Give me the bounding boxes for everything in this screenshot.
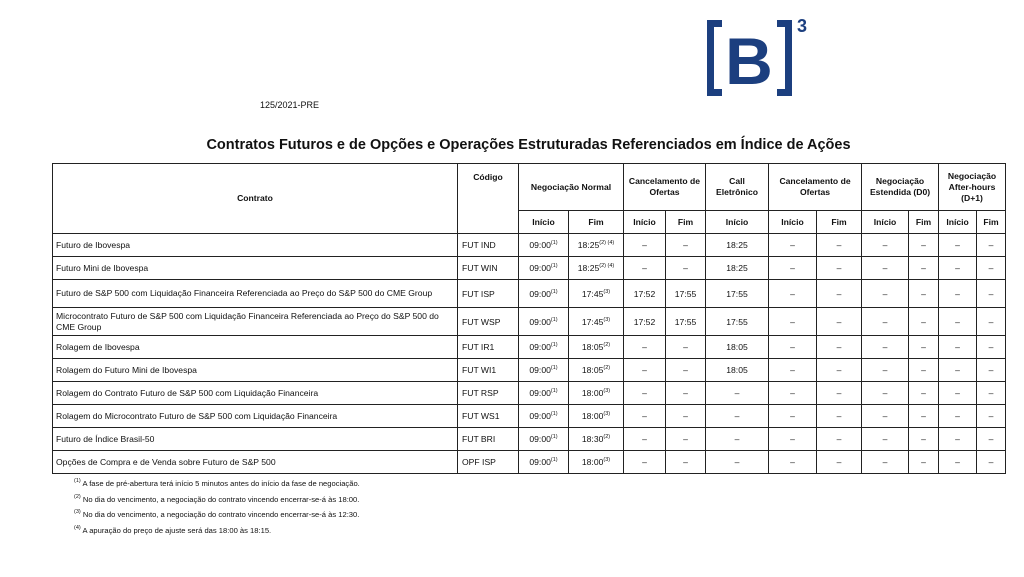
footnote-ref: (1) [550,240,558,246]
cell-canc-fim: – [666,257,706,280]
cell-est-inicio: – [862,451,909,474]
header-cancelamento-ofertas: Cancelamento de Ofertas [624,164,706,211]
table-row [53,308,1006,336]
footnote-ref: (3) [603,316,611,323]
footnote-ref: (2) [603,342,611,348]
subheader-fim: Fim [569,211,624,234]
cell-est-inicio: – [862,257,909,280]
cell-est-inicio: – [862,405,909,428]
logo-right-bracket [777,20,792,96]
cell-ah-fim: – [977,257,1006,280]
subheader-inicio: Início [862,211,909,234]
footnote-ref: (3) [603,288,611,295]
cell-ah-inicio: – [939,280,977,308]
footnote-ref: (1) [550,288,558,295]
cell-contrato: Opções de Compra e de Venda sobre Futuro de S&P 500 [53,451,458,474]
table-row [53,359,1006,382]
cell-contrato: Microcontrato Futuro de S&P 500 com Liquidação Financeira Referenciada ao Preço do S&P 500 do CME Group [53,308,458,336]
cell-ah-inicio: – [939,428,977,451]
page-title: Contratos Futuros e de Opções e Operações Estruturadas Referenciados em Índice de Ações [206,137,851,153]
cell-canc2-inicio: – [769,257,817,280]
cell-canc-inicio: – [624,257,666,280]
cell-est-inicio: – [862,428,909,451]
b3-logo [707,14,817,100]
cell-neg-fim: 18:30$^{(2)}$ [569,428,624,451]
cell-canc-fim: – [666,405,706,428]
schedule-table [52,163,1006,474]
cell-neg-fim: 18:00$^{(3)}$ [569,451,624,474]
footnote-ref: (1) [550,316,558,323]
cell-contrato: Futuro de Índice Brasil-50 [53,428,458,451]
table-row [53,428,1006,451]
footnote-mark: (1) [74,478,81,484]
header-negociacao-normal: Negociação Normal [519,164,624,211]
cell-ah-fim: – [977,280,1006,308]
footnote-ref: (1) [550,263,558,269]
footnote-ref: (1) [550,434,558,440]
cell-neg-inicio: 09:00$^{(1)}$ [519,359,569,382]
cell-est-fim: – [909,405,939,428]
footnote-ref: (1) [550,342,558,348]
subheader-inicio: Início [769,211,817,234]
cell-est-inicio: – [862,234,909,257]
cell-ah-inicio: – [939,359,977,382]
cell-ah-fim: – [977,336,1006,359]
cell-contrato: Futuro Mini de Ibovespa [53,257,458,280]
cell-canc-fim: – [666,336,706,359]
cell-neg-inicio: 09:00$^{(1)}$ [519,405,569,428]
cell-canc-fim: – [666,359,706,382]
cell-codigo: FUT IND [458,234,519,257]
cell-est-fim: – [909,451,939,474]
cell-codigo: FUT ISP [458,280,519,308]
header-call-eletronico: Call Eletrônico [706,164,769,211]
header-negociacao-estendida: Negociação Estendida (D0) [862,164,939,211]
cell-call: 18:05 [706,359,769,382]
cell-est-fim: – [909,428,939,451]
footnote-text: A apuração do preço de ajuste será das 18:00 às 18:15. [82,525,272,535]
cell-canc2-fim: – [817,451,862,474]
cell-canc2-fim: – [817,359,862,382]
footnote-mark: (3) [74,509,81,515]
cell-codigo: FUT WSP [458,308,519,336]
cell-canc-fim: – [666,428,706,451]
cell-ah-inicio: – [939,257,977,280]
subheader-fim: Fim [666,211,706,234]
cell-est-fim: – [909,280,939,308]
footnote-ref: (1) [550,411,558,417]
footnote-text: No dia do vencimento, a negociação do contrato vincendo encerrar-se-á às 18:00. [82,494,360,504]
cell-est-inicio: – [862,359,909,382]
footnote-item [74,476,360,492]
subheader-inicio: Início [624,211,666,234]
cell-codigo: FUT IR1 [458,336,519,359]
cell-canc2-fim: – [817,234,862,257]
cell-neg-inicio: 09:00$^{(1)}$ [519,451,569,474]
cell-est-fim: – [909,382,939,405]
cell-canc2-inicio: – [769,359,817,382]
cell-canc-inicio: – [624,382,666,405]
cell-call: 18:25 [706,257,769,280]
subheader-fim: Fim [909,211,939,234]
cell-ah-fim: – [977,428,1006,451]
cell-ah-inicio: – [939,405,977,428]
cell-contrato: Rolagem do Microcontrato Futuro de S&P 500 com Liquidação Financeira [53,405,458,428]
footnote-mark: (4) [74,524,81,531]
cell-canc-inicio: 17:52 [624,308,666,336]
footnote-ref: (1) [550,388,558,394]
cell-contrato: Rolagem do Contrato Futuro de S&P 500 com Liquidação Financeira [53,382,458,405]
cell-canc-inicio: – [624,428,666,451]
cell-neg-inicio: 09:00$^{(1)}$ [519,234,569,257]
cell-est-fim: – [909,308,939,336]
cell-canc-inicio: 17:52 [624,280,666,308]
footnote-item [74,507,360,523]
cell-ah-fim: – [977,382,1006,405]
cell-neg-fim: 18:00$^{(3)}$ [569,382,624,405]
cell-neg-fim: 18:00$^{(3)}$ [569,405,624,428]
cell-ah-fim: – [977,234,1006,257]
table-row [53,405,1006,428]
cell-est-fim: – [909,257,939,280]
cell-contrato: Rolagem do Futuro Mini de Ibovespa [53,359,458,382]
cell-ah-inicio: – [939,308,977,336]
table-row [53,451,1006,474]
footnote-text: No dia do vencimento, a negociação do contrato vincendo encerrar-se-á às 12:30. [82,510,360,519]
cell-canc2-fim: – [817,280,862,308]
cell-neg-inicio: 09:00$^{(1)}$ [519,308,569,336]
cell-est-fim: – [909,234,939,257]
footnote-item [74,492,360,508]
cell-canc-fim: – [666,382,706,405]
cell-ah-inicio: – [939,234,977,257]
cell-canc-fim: – [666,234,706,257]
subheader-inicio: Início [706,211,769,234]
table-row [53,234,1006,257]
cell-neg-fim: $18:25^{(2) (4)}$ [569,257,624,280]
cell-codigo: FUT BRI [458,428,519,451]
cell-canc-inicio: – [624,359,666,382]
cell-canc-inicio: – [624,234,666,257]
footnote-ref: (3) [603,457,611,463]
cell-canc2-inicio: – [769,382,817,405]
cell-call: 17:55 [706,308,769,336]
cell-canc2-fim: – [817,308,862,336]
cell-neg-inicio: 09:00$^{(1)}$ [519,382,569,405]
footnote-item [74,523,360,539]
cell-neg-inicio: 09:00$^{(1)}$ [519,336,569,359]
cell-call: – [706,382,769,405]
cell-ah-inicio: – [939,382,977,405]
footnote-ref: (3) [603,388,611,394]
footnote-ref: (1) [550,457,558,463]
footnotes [74,476,360,538]
cell-neg-fim: $18:25^{(2) (4)}$ [569,234,624,257]
cell-ah-inicio: – [939,336,977,359]
cell-neg-fim: 18:05$^{(2)}$ [569,336,624,359]
cell-neg-inicio: 09:00$^{(1)}$ [519,257,569,280]
cell-est-fim: – [909,359,939,382]
footnote-ref: (3) [603,411,611,417]
cell-call: 18:25 [706,234,769,257]
header-cancelamento-ofertas-2: Cancelamento de Ofertas [769,164,862,211]
cell-canc2-inicio: – [769,280,817,308]
footnote-ref: (2) (4) [599,263,615,269]
subheader-inicio: Início [939,211,977,234]
cell-call: – [706,451,769,474]
table-row [53,280,1006,308]
footnote-ref: (2) [603,365,611,371]
cell-est-inicio: – [862,280,909,308]
cell-canc2-fim: – [817,336,862,359]
cell-call: 18:05 [706,336,769,359]
cell-est-inicio: – [862,336,909,359]
logo-superscript: 3 [797,16,808,36]
cell-codigo: FUT WIN [458,257,519,280]
footnote-ref: (2) [603,434,611,440]
cell-canc2-fim: – [817,382,862,405]
subheader-fim: Fim [817,211,862,234]
table-row [53,336,1006,359]
cell-ah-inicio: – [939,451,977,474]
footnote-ref: (1) [550,365,558,371]
header-contrato: Contrato [53,164,458,234]
cell-canc2-fim: – [817,428,862,451]
cell-canc2-fim: – [817,405,862,428]
cell-canc-inicio: – [624,336,666,359]
subheader-fim: Fim [977,211,1006,234]
cell-contrato: Rolagem de Ibovespa [53,336,458,359]
footnote-mark: (2) [74,493,81,500]
cell-neg-inicio: 09:00$^{(1)}$ [519,280,569,308]
cell-neg-fim: 17:45$^{(3)}$ [569,308,624,336]
document-number: 125/2021-PRE [260,100,320,110]
cell-call: 17:55 [706,280,769,308]
cell-canc2-inicio: – [769,405,817,428]
cell-ah-fim: – [977,359,1006,382]
cell-canc2-inicio: – [769,451,817,474]
cell-codigo: FUT RSP [458,382,519,405]
footnote-text: A fase de pré-abertura terá início 5 minutos antes do início da fase de negociação. [82,479,360,488]
cell-neg-inicio: 09:00$^{(1)}$ [519,428,569,451]
cell-canc-inicio: – [624,405,666,428]
cell-codigo: FUT WI1 [458,359,519,382]
cell-est-inicio: – [862,382,909,405]
cell-est-inicio: – [862,308,909,336]
cell-canc-fim: 17:55 [666,280,706,308]
header-codigo: Código [458,164,519,234]
cell-ah-fim: – [977,405,1006,428]
cell-ah-fim: – [977,308,1006,336]
cell-canc-inicio: – [624,451,666,474]
cell-canc2-inicio: – [769,308,817,336]
subheader-inicio: Início [519,211,569,234]
cell-canc2-inicio: – [769,428,817,451]
cell-ah-fim: – [977,451,1006,474]
logo-letter: B [725,24,773,98]
cell-est-fim: – [909,336,939,359]
cell-neg-fim: 17:45$^{(3)}$ [569,280,624,308]
cell-canc2-fim: – [817,257,862,280]
cell-neg-fim: 18:05$^{(2)}$ [569,359,624,382]
cell-call: – [706,428,769,451]
cell-codigo: OPF ISP [458,451,519,474]
footnote-ref: (2) (4) [599,240,615,246]
cell-canc-fim: 17:55 [666,308,706,336]
cell-canc2-inicio: – [769,234,817,257]
table-row [53,257,1006,280]
cell-codigo: FUT WS1 [458,405,519,428]
cell-contrato: Futuro de Ibovespa [53,234,458,257]
cell-call: – [706,405,769,428]
cell-canc-fim: – [666,451,706,474]
header-row [53,164,1006,211]
header-after-hours: Negociação After-hours (D+1) [939,164,1006,211]
cell-canc2-inicio: – [769,336,817,359]
logo-left-bracket [707,20,722,96]
table-row [53,382,1006,405]
cell-contrato: Futuro de S&P 500 com Liquidação Financeira Referenciada ao Preço do S&P 500 do CME Group [53,280,458,308]
